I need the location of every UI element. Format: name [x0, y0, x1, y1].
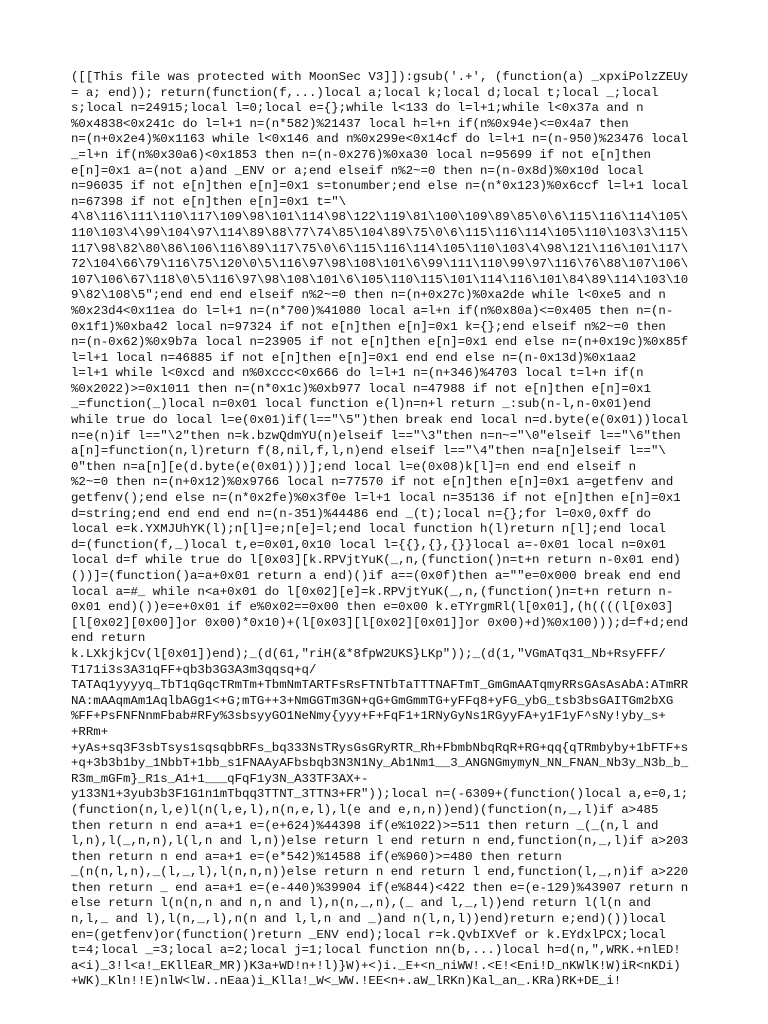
- obfuscated-lua-code: ([[This file was protected with MoonSec V3]]):gsub('.+', (function(a) _xpxiPolzZEUy = a; end)); return(function(f,...)local a;local k;local d;local t;local _;local s;local n=24915;local l=0;local e={};while l<133 do l=l+1;while l<0x37a and n %0x4838<0x241c do l=l+1 n=(n*582)%21437 local h=l+n if(n%0x94e)<=0x4a7 then n=(n+0x2e4)%0x1163 while l<0x146 and n%0x299e<0x14cf do l=l+1 n=(n-950)%23476 local _=l+n if(n%0x30a6)<0x1853 then n=(n-0x276)%0xa30 local n=95699 if not e[n]then e[n]=0x1 a=(not a)and _ENV or a;end elseif n%2~=0 then n=(n-0x8d)%0x10d local n=96035 if not e[n]then e[n]=0x1 s=tonumber;end else n=(n*0x123)%0x6ccf l=l+1 local n=67398 if not e[n]then e[n]=0x1 t="\ 4\8\116\111\110\117\109\98\101\114\98\122\119\81\100\109\89\85\0\6\115\116\114\105\ 110\103\4\99\104\97\114\89\88\77\74\85\104\89\75\0\6\115\116\114\105\110\103\3\115\ 117\98\82\80\86\106\116\89\117\75\0\6\115\116\114\105\110\103\4\98\121\116\101\117\ 72\104\66\79\116\75\120\0\5\116\97\98\108\101\6\99\111\110\99\97\116\76\88\107\106\ 107\106\67\118\0\5\116\97\98\108\101\6\105\110\115\101\114\116\101\84\89\114\103\10 9\82\108\5";end end end elseif n%2~=0 then n=(n+0x27c)%0xa2de while l<0xe5 and n %0x23d4<0x11ea do l=l+1 n=(n*700)%41080 local a=l+n if(n%0x80a)<=0x405 then n=(n- 0x1f1)%0xba42 local n=97324 if not e[n]then e[n]=0x1 k={};end elseif n%2~=0 then n=(n-0x62)%0x9b7a local n=23905 if not e[n]then e[n]=0x1 end else n=(n+0x19c)%0x85f l=l+1 local n=46885 if not e[n]then e[n]=0x1 end end else n=(n-0x13d)%0x1aa2 l=l+1 while l<0xcd and n%0xccc<0x666 do l=l+1 n=(n+346)%4703 local t=l+n if(n %0x2022)>=0x1011 then n=(n*0x1c)%0xb977 local n=47988 if not e[n]then e[n]=0x1 _=function(_)local n=0x01 local function e(l)n=n+l return _:sub(n-l,n-0x01)end while true do local l=e(0x01)if(l=="\5")then break end local n=d.byte(e(0x01))local n=e(n)if l=="\2"then n=k.bzwQdmYU(n)elseif l=="\3"then n=n~="\0"elseif l=="\6"then a[n]=function(n,l)return f(8,nil,f,l,n)end elseif l=="\4"then n=a[n]elseif l=="\ 0"then n=a[n][e(d.byte(e(0x01)))];end local l=e(0x08)k[l]=n end end elseif n %2~=0 then n=(n+0x12)%0x9766 local n=77570 if not e[n]then e[n]=0x1 a=getfenv and getfenv();end else n=(n*0x2fe)%0x3f0e l=l+1 local n=35136 if not e[n]then e[n]=0x1 d=string;end end end end n=(n-351)%44486 end _(t);local n={};for l=0x0,0xff do local e=k.YXMJUhYK(l);n[l]=e;n[e]=l;end local function h(l)return n[l];end local d=(function(f,_)local t,e=0x01,0x10 local l={{},{},{}}local a=-0x01 local n=0x01 local d=f while true do l[0x03][k.RPVjtYuK(_,n,(function()n=t+n return n-0x01 end) ())]=(function()a=a+0x01 return a end)()if a==(0x0f)then a=""e=0x000 break end end local a=#_ while n<a+0x01 do l[0x02][e]=k.RPVjtYuK(_,n,(function()n=t+n return n- 0x01 end)())e=e+0x01 if e%0x02==0x00 then e=0x00 k.eTYrgmRl(l[0x01],(h((((l[0x03] [l[0x02][0x00]]or 0x00)*0x10)+(l[0x03][l[0x02][0x01]]or 0x00)+d)%0x100)));d=f+d;end end return k.LXkjkjCv(l[0x01])end);_(d(61,"riH(&*8fpW2UKS}LKp"));_(d(1,"VGmATq31_Nb+RsyFFF/ T171i3s3A31qFF+qb3b3G3A3m3qqsq+q/ TATAq1yyyyq_TbT1qGqcTRmTm+TbmNmTARTFsRsFTNTbTaTTTNAFTmT_GmGmAATqmyRRsGAsAsAbA:ATmRR NA:mAAqmAm1AqlbAGg1<+G;mTG++3+NmGGTm3GN+qG+GmGmmTG+yFFq8+yFG_ybG_tsb3bsGAITGm2bXG %FF+PsFNFNnmFbab#RFy%3sbsyyGO1NeNmy{yyy+F+FqF1+1RNyGyNs1RGyyFA+y1F1yF^sNy!yby_s+ +RRm+ +yAs+sq3F3sbTsys1sqsqbbRFs_bq333NsTRysGsGRyRTR_Rh+FbmbNbqRqR+RG+qq{qTRmbyby+1bFTF+s +q+3b3b1by_1NbbT+1bb_s1FNAAyAFbsbqb3N3N1Ny_Ab1Nm1__3_ANGNGmymyN_NN_FNAN_Nb3y_N3b_b_ R3m_mGFm}_R1s_A1+1___qFqF1y3N_A33TF3AX+- y133N1+3yub3b3F1G1n1mTbqq3TTNT_3TTN3+FR"));local n=(-6309+(function()local a,e=0,1; (function(n,l,e)l(n(l,e,l),n(n,e,l),l(e and e,n,n))end)(function(n,_,l)if a>485 then return n end a=a+1 e=(e+624)%44398 if(e%1022)>=511 then return _(_(n,l and l,n),l(_,n,n),l(l,n and l,n))else return l end return n end,function(n,_,l)if a>203 then return n end a=a+1 e=(e*542)%14588 if(e%960)>=480 then return _(n(n,l,n),_(l,_,l),l(n,n,n))else return n end return l end,function(l,_,n)if a>220 then return _ end a=a+1 e=(e-440)%39904 if(e%844)<422 then e=(e-129)%43907 return n else return l(n(n,n and n,n and l),n(n,_,n),(_ and l,_,l))end return l(l(n and n,l,_ and l),l(n,_,l),n(n and l,l,n and _)and n(l,n,l))end)return e;end)())local en=(getfenv)or(function()return _ENV end);local r=k.QvbIXVef or k.EYdxlPCX;local t=4;local _=3;local a=2;local j=1;local function nn(b,...)local h=d(n,",WRK.+nlED! a<i)_3!l<a!_EKllEaR_MR))K3a+WD!n+!l)}W)+<)i._E+<n_niWW!.<E!<Eni!D_nKWlK!W)iR<nKDi) +WK)_Kln!!E)nlW<lW..nEaa)i_Klla!_W<_WW.!EE<n+.aW_lRKn)Kal_an_.KRa)RK+DE_i!: [71, 70, 689, 989]
